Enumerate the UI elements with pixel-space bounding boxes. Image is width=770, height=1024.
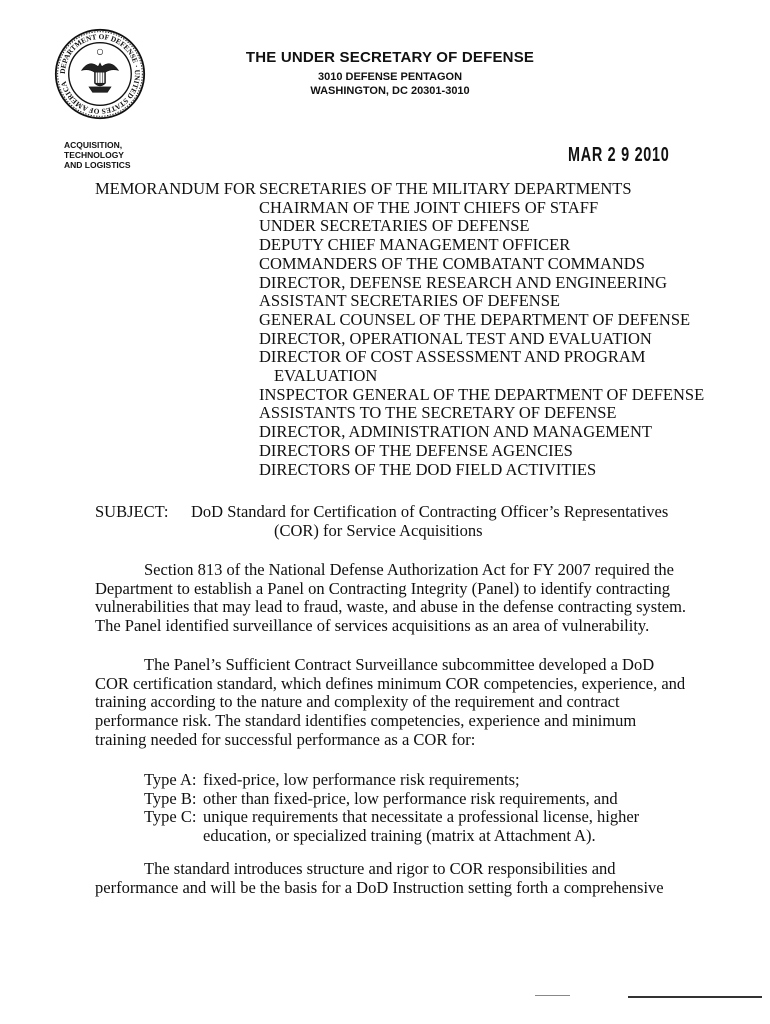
office-line: TECHNOLOGY	[64, 150, 124, 160]
recipient: INSPECTOR GENERAL OF THE DEPARTMENT OF DEFENSE	[259, 384, 705, 404]
recipient: DIRECTOR, ADMINISTRATION AND MANAGEMENT	[259, 422, 652, 442]
type-text: education, or specialized training (matrix at Attachment A).	[203, 826, 596, 846]
subject-text	[191, 503, 770, 540]
recipient: CHAIRMAN OF THE JOINT CHIEFS OF STAFF	[259, 197, 599, 217]
type-label: Type B:	[144, 788, 197, 808]
type-text: other than fixed-price, low performance risk requirements, and	[203, 788, 618, 808]
dod-seal-logo	[54, 28, 146, 120]
paragraph-line: COR certification standard, which defines minimum COR competencies, experience, and	[95, 673, 686, 693]
type-label: Type A:	[144, 770, 197, 789]
subject-line-1: DoD Standard for Certification of Contracting Officer’s Representatives	[191, 502, 669, 521]
paragraph-line: performance risk. The standard identifies competencies, experience and minimum	[95, 711, 637, 731]
recipient: UNDER SECRETARIES OF DEFENSE	[259, 216, 530, 236]
recipient: SECRETARIES OF THE MILITARY DEPARTMENTS	[259, 179, 632, 198]
scan-artifact-line	[628, 996, 762, 998]
office-line: AND LOGISTICS	[64, 160, 131, 170]
recipient: DEPUTY CHIEF MANAGEMENT OFFICER	[259, 235, 571, 255]
type-label: Type C:	[144, 807, 197, 827]
letterhead-address	[190, 70, 590, 98]
recipient-list	[259, 180, 704, 479]
recipient: DIRECTOR, DEFENSE RESEARCH AND ENGINEERING	[259, 272, 668, 292]
subject-line-2: (COR) for Service Acquisitions	[274, 520, 483, 540]
address-line-2: WASHINGTON, DC 20301-3010	[310, 85, 470, 97]
recipient: ASSISTANT SECRETARIES OF DEFENSE	[259, 291, 560, 311]
body-paragraph-3	[95, 860, 695, 897]
recipient: COMMANDERS OF THE COMBATANT COMMANDS	[259, 253, 645, 273]
paragraph-line: Section 813 of the National Defense Authorization Act for FY 2007 required the	[144, 560, 675, 579]
recipient: DIRECTOR OF COST ASSESSMENT AND PROGRAM	[259, 347, 646, 367]
recipient: GENERAL COUNSEL OF THE DEPARTMENT OF DEFENSE	[259, 309, 691, 329]
address-line-1: 3010 DEFENSE PENTAGON	[317, 71, 463, 83]
body-paragraph-1	[95, 561, 695, 636]
paragraph-line: performance and will be the basis for a DoD Instruction setting forth a comprehensive	[95, 877, 664, 897]
letterhead-title: THE UNDER SECRETARY OF DEFENSE	[245, 49, 535, 66]
subject-label: SUBJECT:	[95, 502, 169, 521]
recipient: DIRECTORS OF THE DOD FIELD ACTIVITIES	[259, 459, 597, 479]
date-stamp: MAR 2 9 2010	[568, 144, 670, 166]
body-paragraph-2	[95, 656, 695, 750]
scan-artifact-line	[535, 995, 570, 996]
type-text: fixed-price, low performance risk requirements;	[203, 770, 520, 789]
office-line: ACQUISITION,	[64, 140, 123, 150]
paragraph-line: The Panel’s Sufficient Contract Surveillance subcommittee developed a DoD	[144, 655, 655, 674]
type-text: unique requirements that necessitate a professional license, higher	[203, 807, 640, 827]
recipient: DIRECTORS OF THE DEFENSE AGENCIES	[259, 440, 573, 460]
recipient: ASSISTANTS TO THE SECRETARY OF DEFENSE	[259, 403, 617, 423]
paragraph-line: training needed for successful performance as a COR for:	[95, 729, 476, 749]
recipient: DIRECTOR, OPERATIONAL TEST AND EVALUATION	[259, 328, 652, 348]
paragraph-line: The standard introduces structure and rigor to COR responsibilities and	[144, 859, 616, 878]
memo-for-label: MEMORANDUM FOR	[95, 179, 256, 198]
office-block	[64, 140, 131, 170]
paragraph-line: The Panel identified surveillance of services acquisitions as an area of vulnerability.	[95, 616, 650, 636]
paragraph-line: training according to the nature and complexity of the requirement and contract	[95, 692, 620, 712]
seal-ring-text: DEPARTMENT OF DEFENSE · UNITED STATES OF AMERICA	[57, 31, 143, 117]
paragraph-line: Department to establish a Panel on Contracting Integrity (Panel) to identify contracting	[95, 578, 671, 598]
paragraph-line: vulnerabilities that may lead to fraud, waste, and abuse in the defense contracting system.	[95, 597, 687, 617]
recipient-continuation: EVALUATION	[274, 366, 378, 386]
